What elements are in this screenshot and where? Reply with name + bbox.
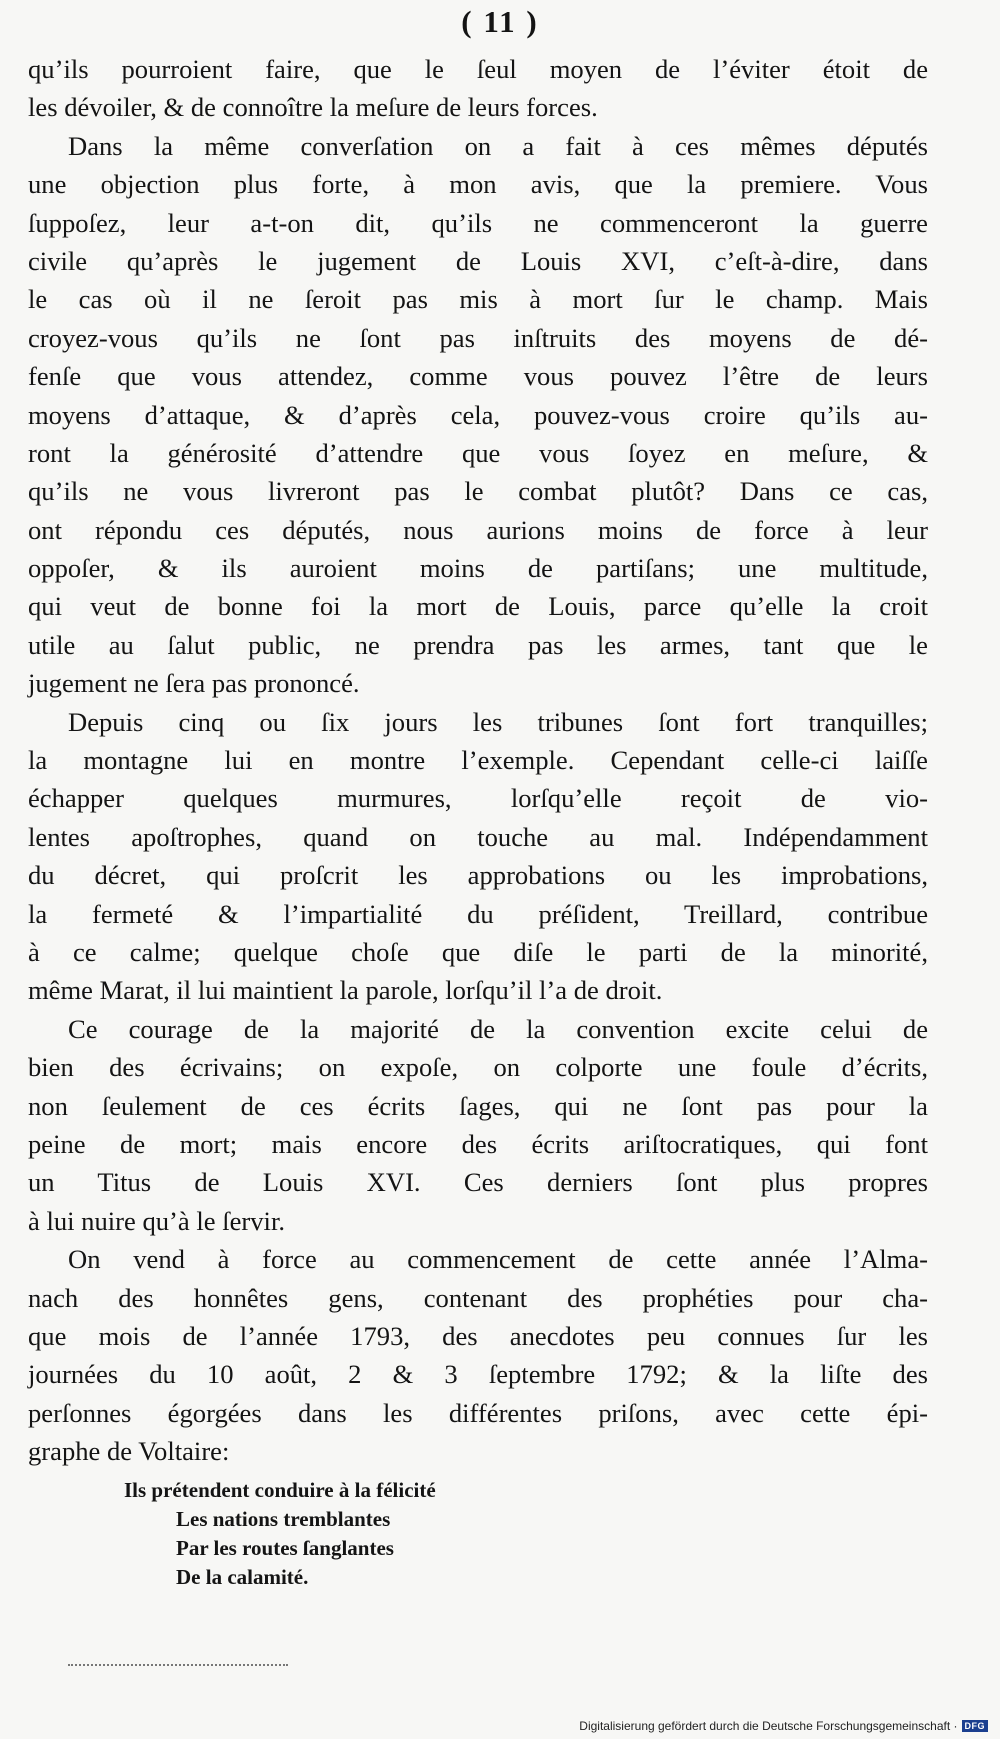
text-line: même Marat, il lui maintient la parole, lorſqu’il l’a de droit. (28, 975, 663, 1006)
text-line: nach des honnêtes gens, contenant des prophéties pour cha- (28, 1282, 928, 1313)
text-line: Depuis cinq ou ſix jours les tribunes ſont fort tranquilles; (68, 706, 928, 737)
text-line: lentes apoſtrophes, quand on touche au mal. Indépendamment (28, 821, 928, 852)
text-line: le cas où il ne ſeroit pas mis à mort ſur le champ. Mais (28, 284, 928, 315)
text-line: ront la générosité d’attendre que vous ſoyez en meſure, & (28, 437, 928, 468)
text-line: utile au ſalut public, ne prendra pas les armes, tant que le (28, 629, 928, 660)
text-line: Ce courage de la majorité de la convention excite celui de (68, 1013, 928, 1044)
text-line: ont répondu ces députés, nous aurions moins de force à leur (28, 514, 928, 545)
text-line: perſonnes égorgées dans les différentes priſons, avec cette épi- (28, 1397, 928, 1428)
verse-epigraph (124, 1476, 624, 1592)
text-line: à ce calme; quelque choſe que diſe le parti de la minorité, (28, 936, 928, 967)
footer-credit: Digitalisierung gefördert durch die Deutsche Forschungsgemeinschaft · (579, 1719, 958, 1733)
text-line: un Titus de Louis XVI. Ces derniers ſont plus propres (28, 1167, 928, 1198)
text-line: civile qu’après le jugement de Louis XVI, c’eſt-à-dire, dans (28, 245, 928, 276)
text-line: fenſe que vous attendez, comme vous pouvez l’être de leurs (28, 361, 928, 392)
text-line: ſuppoſez, leur a-t-on dit, qu’ils ne commenceront la guerre (28, 207, 928, 238)
text-line: qu’ils pourroient faire, que le ſeul moyen de l’éviter étoit de (28, 54, 928, 84)
dfg-logo: DFG (962, 1720, 989, 1732)
print-smudge (68, 1664, 288, 1672)
text-line: bien des écrivains; on expoſe, on colporte une foule d’écrits, (28, 1052, 928, 1083)
text-line: moyens d’attaque, & d’après cela, pouvez-vous croire qu’ils au- (28, 399, 928, 430)
text-line: graphe de Voltaire: (28, 1436, 230, 1467)
text-line: échapper quelques murmures, lorſqu’elle reçoit de vio- (28, 783, 928, 814)
text-line: du décret, qui proſcrit les approbations ou les improbations, (28, 860, 928, 891)
verse-line: De la calamité. (176, 1565, 309, 1589)
text-line: peine de mort; mais encore des écrits ariſtocratiques, qui font (28, 1128, 928, 1159)
text-line: croyez-vous qu’ils ne ſont pas inſtruits des moyens de dé- (28, 322, 928, 353)
digitization-footer (579, 1719, 988, 1733)
text-line: oppoſer, & ils auroient moins de partiſans; une multitude, (28, 553, 928, 584)
text-line: la fermeté & l’impartialité du préſident, Treillard, contribue (28, 898, 928, 929)
text-line: qu’ils ne vous livreront pas le combat plutôt? Dans ce cas, (28, 476, 928, 507)
text-line: On vend à force au commencement de cette année l’Alma- (68, 1244, 928, 1275)
text-line: que mois de l’année 1793, des anecdotes peu connues ſur les (28, 1320, 928, 1351)
verse-line: Ils prétendent conduire à la félicité (124, 1478, 436, 1502)
text-line: non ſeulement de ces écrits ſages, qui ne ſont pas pour la (28, 1090, 928, 1121)
page-number: ( 11 ) (461, 4, 539, 39)
text-line: une objection plus forte, à mon avis, que la premiere. Vous (28, 169, 928, 200)
verse-line: Les nations tremblantes (176, 1507, 391, 1531)
text-line: qui veut de bonne foi la mort de Louis, parce qu’elle la croit (28, 591, 928, 622)
text-line: Dans la même converſation on a fait à ces mêmes députés (68, 130, 928, 161)
text-line: les dévoiler, & de connoître la meſure de leurs forces. (28, 92, 598, 123)
text-line: jugement ne ſera pas prononcé. (28, 668, 360, 699)
text-line: la montagne lui en montre l’exemple. Cependant celle-ci laiſſe (28, 745, 928, 776)
verse-line: Par les routes ſanglantes (176, 1536, 394, 1560)
text-line: journées du 10 août, 2 & 3 ſeptembre 1792; & la liſte des (28, 1359, 928, 1390)
text-line: à lui nuire qu’à le ſervir. (28, 1205, 285, 1236)
body-text (28, 50, 928, 1470)
